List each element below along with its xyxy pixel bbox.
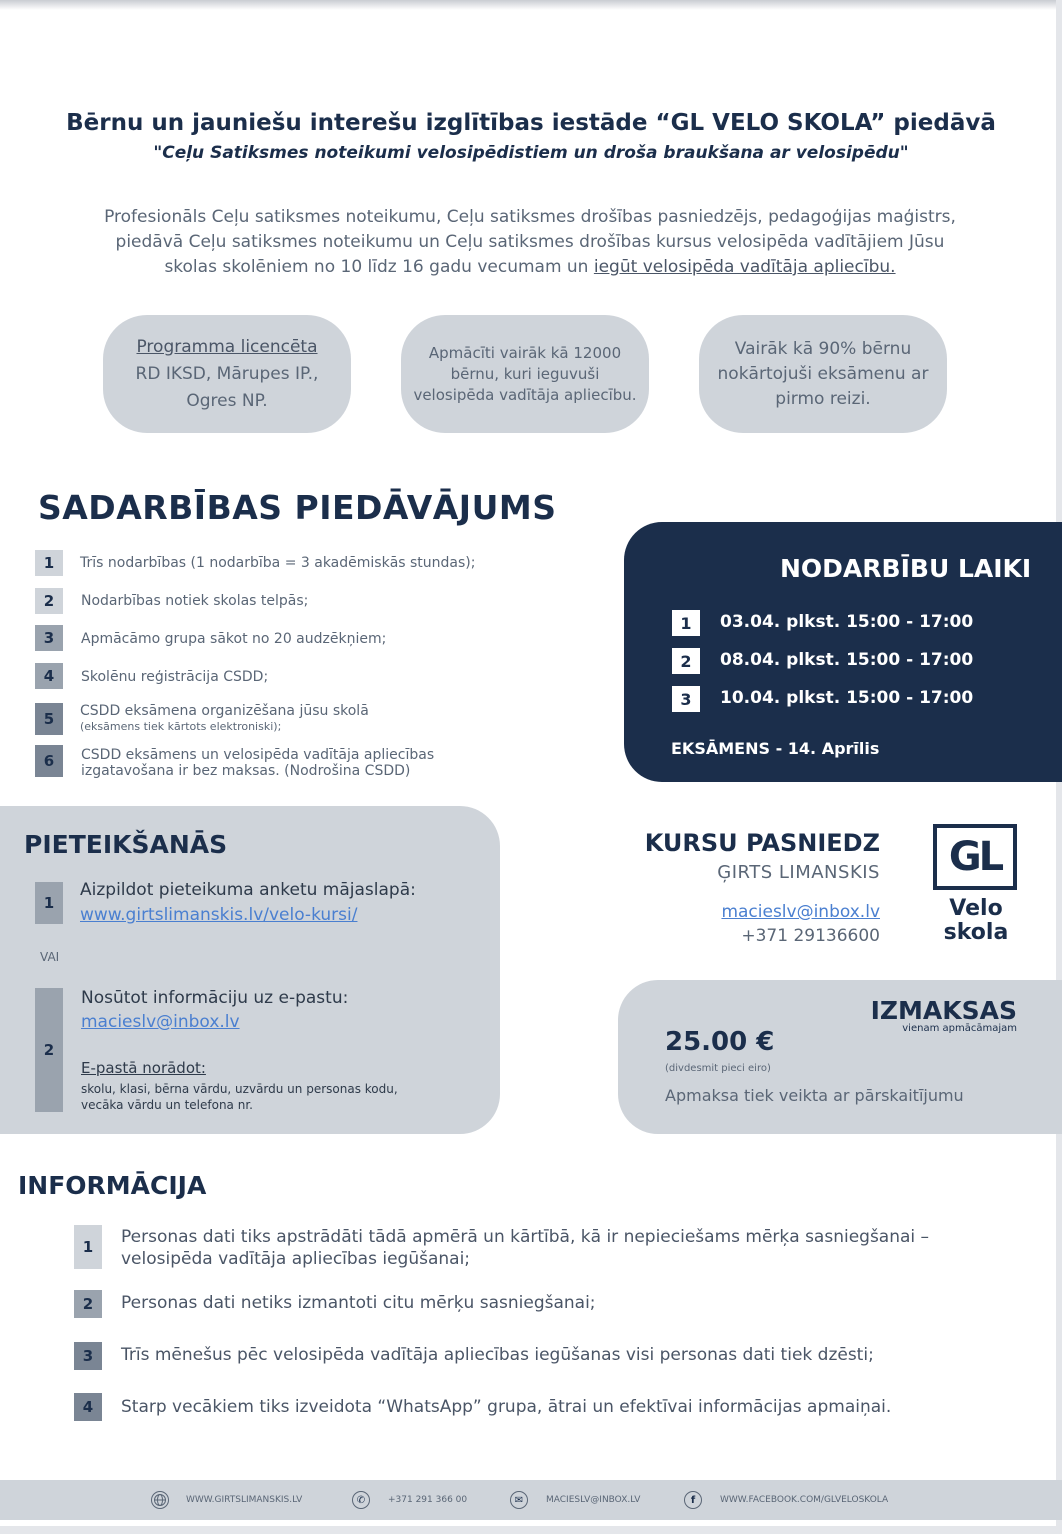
offer-num-3: 3	[35, 625, 63, 651]
info-item-2: Personas dati netiks izmantoti citu mērķu sasniegšanai;	[121, 1293, 596, 1313]
footer-email[interactable]: MACIESLV@INBOX.LV	[546, 1495, 641, 1505]
intro-line-3	[55, 255, 1005, 280]
facebook-icon: f	[684, 1491, 702, 1509]
schedule-item-3: 10.04. plkst. 15:00 - 17:00	[720, 688, 974, 708]
info-num-2: 2	[74, 1290, 102, 1318]
teacher-name: ĢIRTS LIMANSKIS	[717, 862, 880, 883]
teacher-phone: +371 29136600	[741, 926, 880, 946]
gl-logo-line-2: skola	[943, 920, 1009, 945]
globe-icon	[151, 1491, 169, 1509]
apply-note-line-1: skolu, klasi, bērna vārdu, uzvārdu un personas kodu,	[81, 1082, 398, 1096]
schedule-item-1: 03.04. plkst. 15:00 - 17:00	[720, 612, 974, 632]
pill-license-line2: RD IKSD, Mārupes IP.,	[135, 363, 319, 384]
offer-item-6-line2: izgatavošana ir bez maksas. (Nodrošina CSDD)	[81, 763, 411, 779]
info-num-4: 4	[74, 1393, 102, 1421]
offer-heading: SADARBĪBAS PIEDĀVĀJUMS	[38, 488, 557, 527]
footer-website[interactable]: WWW.GIRTSLIMANSKIS.LV	[186, 1495, 303, 1505]
gl-logo-mark: GL	[933, 824, 1017, 890]
price-amount: 25.00 €	[665, 1027, 775, 1057]
info-heading: INFORMĀCIJA	[18, 1171, 207, 1200]
schedule-item-2: 08.04. plkst. 15:00 - 17:00	[720, 650, 974, 670]
page-bottom-edge	[0, 1526, 1062, 1534]
schedule-num-3: 3	[672, 686, 700, 712]
pill-trained	[401, 315, 649, 433]
offer-item-4: Skolēnu reģistrācija CSDD;	[81, 669, 269, 685]
page-top-edge	[0, 0, 1062, 10]
offer-item-1: Trīs nodarbības (1 nodarbība = 3 akadēmiskās stundas);	[80, 555, 476, 571]
offer-num-6: 6	[35, 745, 63, 777]
info-num-1: 1	[74, 1225, 102, 1269]
info-item-4: Starp vecākiem tiks izveidota “WhatsApp” grupa, ātrai un efektīvai informācijas apmaiņai.	[121, 1397, 892, 1417]
offer-item-5: CSDD eksāmena organizēšana jūsu skolā	[80, 703, 369, 719]
pill-license-title: Programma licencēta	[136, 336, 318, 357]
email-icon: ✉	[510, 1491, 528, 1509]
pill-license	[103, 315, 351, 433]
apply-num-1: 1	[35, 882, 63, 924]
pill-trained-text: Apmācīti vairāk kā 12000 bērnu, kuri ieguvuši velosipēda vadītāja apliecību.	[413, 343, 637, 404]
page-title: Bērnu un jauniešu interešu izglītības iestāde “GL VELO SKOLA” piedāvā	[66, 110, 996, 136]
pill-license-line3: Ogres NP.	[186, 390, 268, 411]
apply-step-1-text: Aizpildot pieteikuma anketu mājaslapā:	[80, 880, 416, 900]
page-subtitle: "Ceļu Satiksmes noteikumi velosipēdistiem un droša braukšana ar velosipēdu"	[153, 143, 909, 163]
intro-line-2: piedāvā Ceļu satiksmes noteikumu un Ceļu satiksmes drošības kursus velosipēda vadītājiem Jūsu	[115, 232, 945, 252]
apply-num-2: 2	[35, 988, 63, 1112]
schedule-num-2: 2	[672, 648, 700, 674]
info-item-1-line-1: Personas dati tiks apstrādāti tādā apmērā un kārtībā, kā ir nepieciešams mērķa sasniegšanai –	[121, 1227, 930, 1247]
phone-icon: ✆	[352, 1491, 370, 1509]
exam-date: EKSĀMENS - 14. Aprīlis	[671, 739, 880, 758]
intro-line-3-text: skolas skolēniem no 10 līdz 16 gadu vecumam un	[164, 257, 594, 277]
apply-or: VAI	[40, 950, 60, 964]
info-item-3: Trīs mēnešus pēc velosipēda vadītāja apliecības iegūšanas visi personas dati tiek dzēsti;	[121, 1345, 874, 1365]
price-heading: IZMAKSAS	[870, 996, 1017, 1025]
footer-phone: +371 291 366 00	[388, 1495, 468, 1505]
gl-logo-text	[931, 897, 1021, 945]
apply-title: PIETEIKŠANĀS	[24, 830, 228, 859]
intro-line-1: Profesionāls Ceļu satiksmes noteikumu, Ceļu satiksmes drošības pasniedzējs, pedagoģijas maģistrs,	[104, 207, 956, 227]
offer-item-2: Nodarbības notiek skolas telpās;	[81, 593, 309, 609]
price-in-words: (divdesmit pieci eiro)	[665, 1063, 771, 1074]
teacher-email-link[interactable]: macieslv@inbox.lv	[721, 902, 880, 922]
apply-note-line-2: vecāka vārdu un telefona nr.	[81, 1098, 253, 1112]
intro-license-link: iegūt velosipēda vadītāja apliecību.	[593, 257, 896, 277]
teacher-heading: KURSU PASNIEDZ	[644, 829, 880, 857]
gl-logo-line-1: Velo	[949, 896, 1003, 921]
offer-num-1: 1	[35, 550, 63, 576]
offer-num-4: 4	[35, 663, 63, 689]
apply-email-link[interactable]: macieslv@inbox.lv	[81, 1012, 240, 1032]
pill-pass-rate	[699, 315, 947, 433]
price-subheading: vienam apmācāmajam	[902, 1023, 1017, 1034]
apply-website-link[interactable]: www.girtslimanskis.lv/velo-kursi/	[80, 905, 358, 925]
intro-paragraph	[55, 205, 1005, 280]
info-item-1-line-2: velosipēda vadītāja apliecības iegūšanai;	[121, 1249, 471, 1269]
pill-pass-rate-text: Vairāk kā 90% bērnu nokārtojuši eksāmenu ar pirmo reizi.	[717, 338, 929, 409]
offer-item-3: Apmācāmo grupa sākot no 20 audzēkņiem;	[81, 631, 387, 647]
apply-step-2-text: Nosūtot informāciju uz e-pastu:	[81, 988, 349, 1008]
offer-item-6: CSDD eksāmens un velosipēda vadītāja apliecības	[81, 747, 435, 763]
offer-item-5-note: (eksāmens tiek kārtots elektroniski);	[80, 720, 282, 733]
info-num-3: 3	[74, 1342, 102, 1370]
footer-facebook[interactable]: WWW.FACEBOOK.COM/GLVELOSKOLA	[720, 1495, 889, 1505]
schedule-title: NODARBĪBU LAIKI	[780, 554, 1032, 583]
price-payment-note: Apmaksa tiek veikta ar pārskaitījumu	[665, 1086, 964, 1105]
offer-num-2: 2	[35, 588, 63, 614]
schedule-num-1: 1	[672, 610, 700, 636]
offer-num-5: 5	[35, 703, 63, 735]
apply-note-title: E-pastā norādot:	[81, 1059, 206, 1077]
